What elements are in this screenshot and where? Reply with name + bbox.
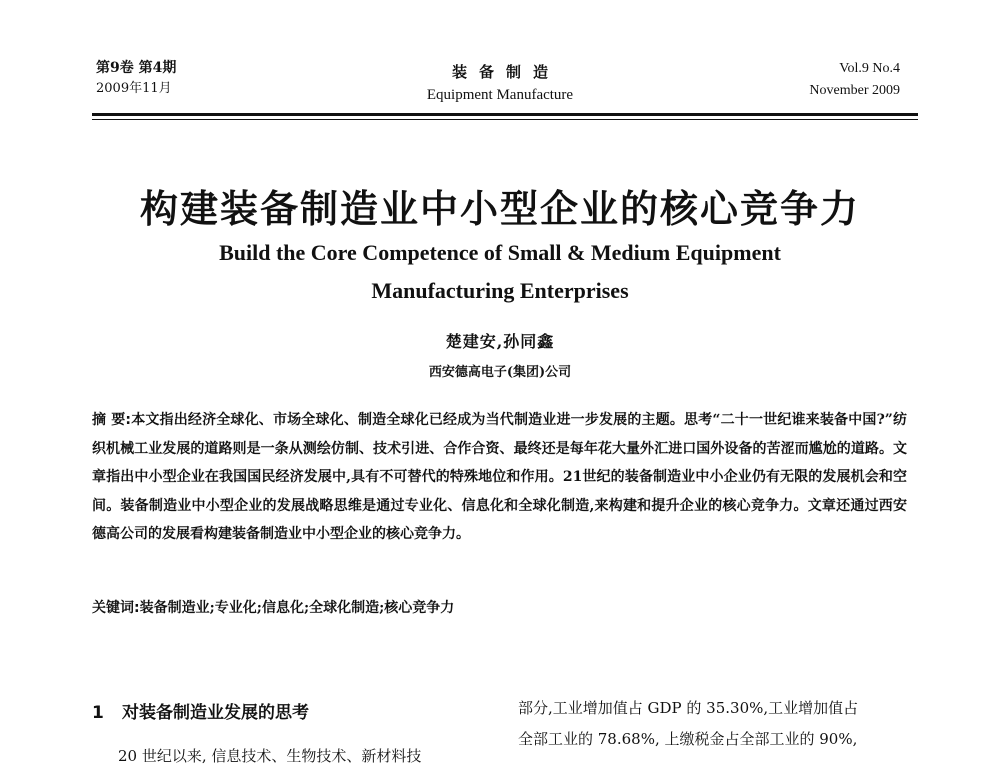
header-rule-thick (92, 113, 918, 116)
volume-issue-en: Vol.9 No.4 (839, 61, 900, 76)
header-rule-thin (92, 119, 918, 120)
right-column-text (518, 693, 918, 755)
keywords (92, 594, 907, 622)
abstract-text: 本文指出经济全球化、市场全球化、制造全球化已经成为当代制造业进一步发展的主题。思考“二十一世纪谁来装备中国?”纺织机械工业发展的道路则是一条从测绘仿制、技术引进、合作合资、最终还是每年花大量外汇进口国外设备的苦涩而尴尬的道路。文章指出中小型企业在我国国民经济发展中,具有不可替代的特殊地位和作用。21世纪的装备制造业中小企业仍有无限的发展机会和空间。装备制造业中小型企业的发展战略思维是通过专业化、信息化和全球化制造,来构建和提升企业的核心竞争力。文章还通过西安德高公司的发展看构建装备制造业中小型企业的核心竞争力。 (92, 412, 907, 542)
journal-name-en: Equipment Manufacture (426, 87, 574, 103)
affiliation: 西安德高电子(集团)公司 (428, 365, 572, 380)
paper-title-en-line1: Build the Core Competence of Small & Medium Equipment (219, 240, 781, 265)
journal-volume-issue (96, 58, 256, 100)
volume-issue-cn: 第9卷 第4期 (96, 60, 177, 76)
paper-title-en (150, 234, 850, 310)
journal-name-cn: 装备制造 (451, 63, 560, 81)
journal-volume-issue-en (700, 58, 900, 102)
abstract (92, 406, 907, 549)
section-title: 对装备制造业发展的思考 (122, 703, 309, 723)
section-number: 1 (92, 703, 104, 723)
right-column-line1: 部分,工业增加值占 GDP 的 35.30%,工业增加值占 (518, 699, 859, 717)
paper-title-cn: 构建装备制造业中小型企业的核心竞争力 (139, 187, 860, 231)
right-column-line2: 全部工业的 78.68%, 上缴税金占全部工业的 90%, (518, 730, 858, 748)
date-en: November 2009 (809, 83, 900, 98)
left-column-text: 20 世纪以来, 信息技术、生物技术、新材料技 (118, 747, 422, 765)
paper-title-en-line2: Manufacturing Enterprises (371, 278, 629, 303)
abstract-label: 摘 要: (92, 412, 132, 428)
keywords-label: 关键词: (92, 600, 140, 616)
date-cn: 2009年11月 (96, 81, 172, 96)
journal-name (380, 60, 620, 106)
section-heading (92, 698, 472, 723)
authors: 楚建安,孙同鑫 (445, 332, 555, 351)
keywords-text: 装备制造业;专业化;信息化;全球化制造;核心竞争力 (139, 600, 455, 616)
